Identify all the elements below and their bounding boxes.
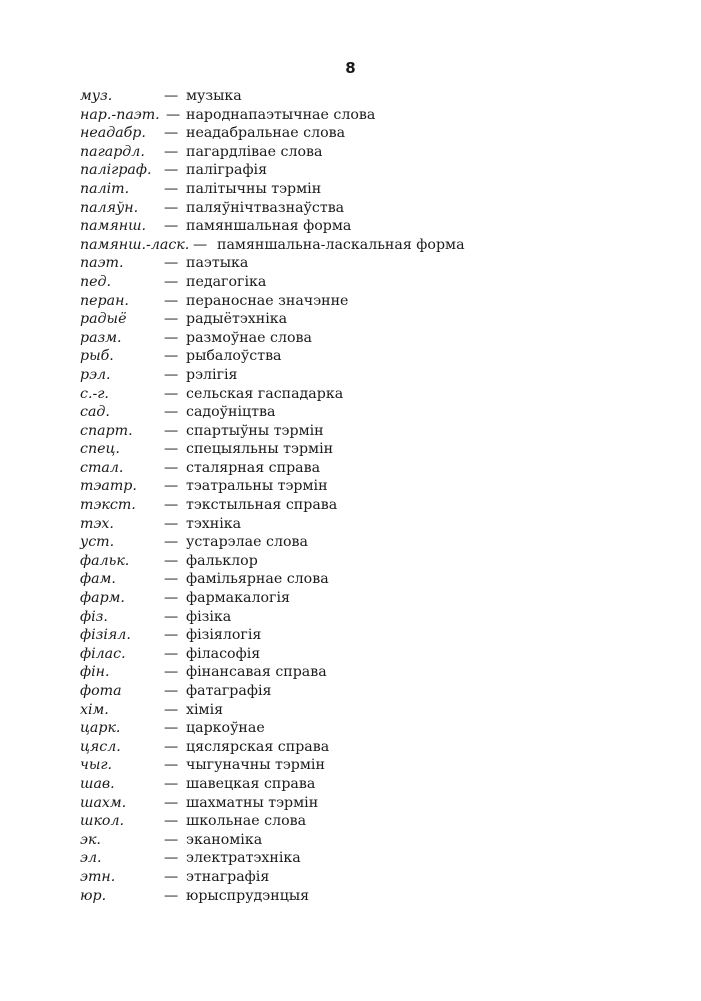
meaning: чыгуначны тэрмін [186,757,325,774]
abbreviation: радыё [80,311,127,328]
list-item [80,440,640,459]
list-item [80,273,640,292]
page-number: 8 [345,59,356,77]
list-item [80,385,640,404]
dash: — [164,590,179,607]
meaning: паляўнічтвазнаўства [186,199,345,216]
meaning: фатаграфія [186,683,272,699]
list-item [80,887,640,906]
abbreviation: спец. [80,441,120,458]
abbreviation: спарт. [80,422,133,439]
abbreviation: фарм. [80,590,125,607]
list-item [80,87,640,106]
dash: — [164,701,179,718]
dash: — [164,850,179,867]
meaning: фізіялогія [186,627,262,644]
meaning: шахматны тэрмін [186,794,319,811]
list-item [80,422,640,441]
abbreviation: паэт. [80,255,124,272]
abbreviation: эл. [80,850,102,867]
dash: — [164,887,179,904]
list-item [80,143,640,162]
dash: — [164,125,179,142]
list-item [80,533,640,552]
list-item [80,459,640,478]
dash: — [164,868,179,885]
meaning: школьнае слова [186,813,307,830]
meaning: радыётэхніка [186,311,288,328]
meaning: рыбалоўства [186,348,282,365]
meaning: паэтыка [186,255,249,272]
list-item [80,849,640,868]
list-item [80,292,640,311]
dash: — [164,831,179,848]
abbreviation: рыб. [80,348,114,365]
meaning: сталярная справа [186,459,321,476]
meaning: рэлігія [186,366,238,383]
abbreviation: этн. [80,868,116,885]
dash: — [164,404,179,421]
meaning: народнапаэтычнае слова [186,106,376,123]
meaning: тэатральны тэрмін [186,478,328,495]
meaning: фінансавая справа [186,664,327,681]
list-item [80,124,640,143]
abbreviation: пагардл. [80,143,145,160]
meaning: спартыўны тэрмін [186,422,324,439]
list-item [80,738,640,757]
meaning: цяслярская справа [186,738,330,755]
list-item [80,645,640,664]
meaning: палітычны тэрмін [186,180,322,197]
meaning: электратэхніка [186,850,301,867]
abbreviation: эк. [80,831,101,848]
abbreviation: уст. [80,534,115,551]
list-item [80,794,640,813]
abbreviation: цясл. [80,738,121,755]
list-item [80,775,640,794]
abbreviation: чыг. [80,757,113,774]
dash: — [164,515,179,532]
dash: — [164,218,179,235]
dash: — [164,311,179,328]
dash: — [164,664,179,681]
dash: — [164,478,179,495]
meaning: сельская гаспадарка [186,385,344,402]
meaning: этнаграфія [186,868,270,885]
list-item [80,552,640,571]
meaning: эканоміка [186,831,263,848]
dash: — [164,683,179,699]
dash: — [164,534,179,551]
abbreviation: перан. [80,292,129,309]
abbreviation: памянш.-ласк. [80,236,190,253]
list-item [80,217,640,236]
meaning: спецыяльны тэрмін [186,441,334,458]
list-item [80,180,640,199]
meaning: тэхніка [186,515,242,532]
list-item [80,831,640,850]
abbreviation: фальк. [80,552,130,569]
list-item [80,626,640,645]
abbreviation: разм. [80,329,122,346]
meaning: фізіка [186,608,232,625]
list-item [80,701,640,720]
dash: — [164,180,179,197]
dash: — [164,88,179,104]
meaning: паліграфія [186,162,268,179]
abbreviation: хім. [80,701,109,718]
list-item [80,310,640,329]
abbreviation-list [80,87,640,905]
dash: — [164,720,179,737]
dash: — [164,813,179,830]
meaning: музыка [186,88,242,104]
dash: — [164,794,179,811]
abbreviation: філас. [80,645,126,662]
list-item [80,403,640,422]
meaning: філасофія [186,645,261,662]
dash: — [164,422,179,439]
dash: — [164,738,179,755]
abbreviation: тэкст. [80,497,136,514]
meaning: тэкстыльная справа [186,497,338,514]
list-item [80,199,640,218]
list-item [80,756,640,775]
list-item [80,347,640,366]
list-item [80,496,640,515]
meaning: царкоўнае [186,720,265,737]
dash: — [164,608,179,625]
abbreviation: неадабр. [80,125,146,142]
abbreviation: пед. [80,273,112,290]
abbreviation: стал. [80,459,124,476]
list-item [80,608,640,627]
dash: — [193,236,208,253]
dash: — [164,645,179,662]
abbreviation: царк. [80,720,121,737]
abbreviation: рэл. [80,366,111,383]
meaning: пераноснае значэнне [186,292,349,309]
dash: — [166,106,181,123]
list-item [80,868,640,887]
meaning: хімія [186,701,224,718]
meaning: памяншальная форма [186,218,352,235]
list-item [80,161,640,180]
abbreviation: сад. [80,404,110,421]
meaning: фальклор [186,552,258,569]
dash: — [164,199,179,216]
list-item [80,236,640,255]
list-item [80,570,640,589]
meaning: размоўнае слова [186,329,312,346]
meaning: садоўніцтва [186,404,276,421]
dash: — [164,552,179,569]
abbreviation: муз. [80,88,113,104]
list-item [80,366,640,385]
abbreviation: школ. [80,813,124,830]
meaning: неадабральнае слова [186,125,346,142]
abbreviation: шахм. [80,794,127,811]
list-item [80,515,640,534]
abbreviation: фіз. [80,608,108,625]
meaning: пагардлівае слова [186,143,323,160]
meaning: фамільярнае слова [186,571,329,588]
meaning: памяншальна-ласкальная форма [217,236,465,253]
dash: — [164,255,179,272]
list-item [80,329,640,348]
dash: — [164,273,179,290]
meaning: устарэлае слова [186,534,308,551]
abbreviation: фін. [80,664,110,681]
dash: — [164,441,179,458]
abbreviation: памянш. [80,218,147,235]
dash: — [164,329,179,346]
dash: — [164,292,179,309]
abbreviation: тэатр. [80,478,137,495]
abbreviation: юр. [80,887,107,904]
meaning: юрыспрудэнцыя [186,887,310,904]
abbreviation: шав. [80,775,115,792]
abbreviation: паляўн. [80,199,139,216]
abbreviation: паліграф. [80,162,152,179]
list-item [80,254,640,273]
dash: — [164,627,179,644]
dash: — [164,162,179,179]
dash: — [164,571,179,588]
dash: — [164,497,179,514]
dash: — [164,459,179,476]
abbreviation: фам. [80,571,116,588]
list-item [80,812,640,831]
dash: — [164,757,179,774]
dash: — [164,775,179,792]
meaning: шавецкая справа [186,775,316,792]
abbreviation: с.-г. [80,385,109,402]
meaning: фармакалогія [186,590,290,607]
list-item [80,106,640,125]
list-item [80,477,640,496]
abbreviation: нар.-паэт. [80,106,160,123]
dash: — [164,348,179,365]
meaning: педагогіка [186,273,267,290]
list-item [80,719,640,738]
abbreviation: паліт. [80,180,130,197]
dash: — [164,385,179,402]
list-item [80,663,640,682]
dash: — [164,366,179,383]
abbreviation: фізіял. [80,627,131,644]
abbreviation: тэх. [80,515,114,532]
abbreviation: фота [80,683,122,699]
dash: — [164,143,179,160]
list-item [80,589,640,608]
list-item [80,682,640,701]
